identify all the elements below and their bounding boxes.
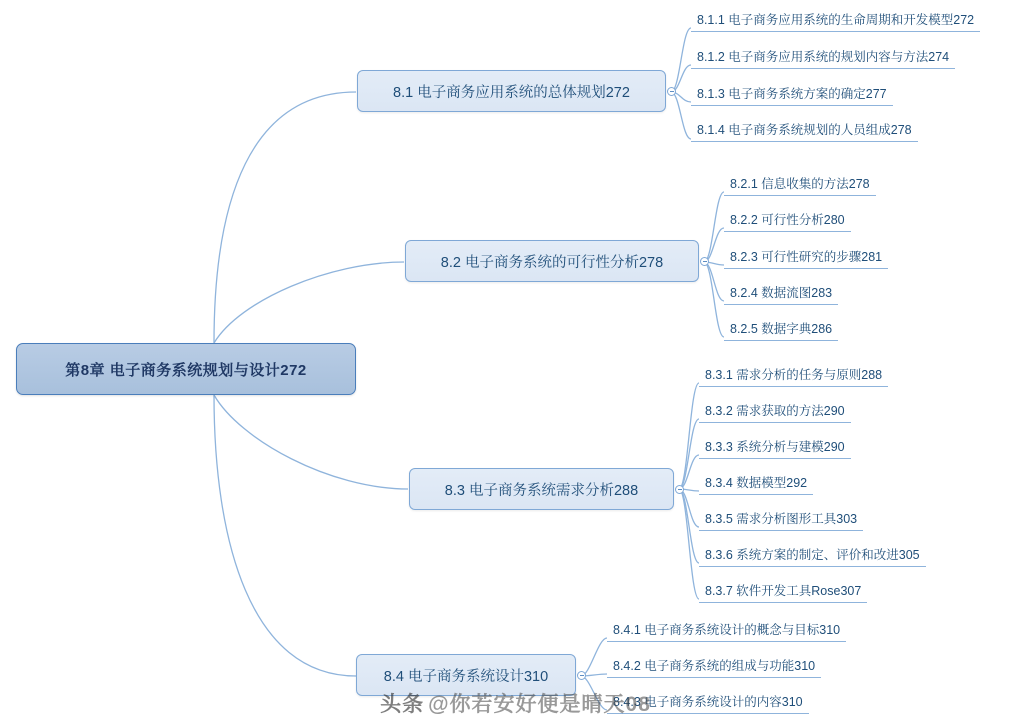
- leaf-label-8-3-2: 8.3.2 需求获取的方法290: [705, 404, 845, 418]
- leaf-label-8-3-6: 8.3.6 系统方案的制定、评价和改进305: [705, 548, 920, 562]
- leaf-label-8-3-4: 8.3.4 数据模型292: [705, 476, 808, 490]
- leaf-node-8-2-1[interactable]: [724, 172, 876, 196]
- leaf-node-8-4-1[interactable]: [607, 618, 846, 642]
- mindmap-root-node[interactable]: [16, 343, 356, 395]
- leaf-label-8-2-1: 8.2.1 信息收集的方法278: [730, 177, 870, 191]
- root-label: 第8章 电子商务系统规划与设计272: [65, 361, 307, 379]
- leaf-node-8-1-4[interactable]: [691, 118, 918, 142]
- collapse-toggle-8-1[interactable]: [667, 87, 676, 96]
- leaf-label-8-1-3: 8.1.3 电子商务系统方案的确定277: [697, 87, 887, 101]
- leaf-label-8-2-3: 8.2.3 可行性研究的步骤281: [730, 250, 883, 264]
- leaf-node-8-3-6[interactable]: [699, 543, 926, 567]
- branch-node-8-1[interactable]: [357, 70, 666, 112]
- leaf-node-8-2-2[interactable]: [724, 208, 851, 232]
- leaf-label-8-2-5: 8.2.5 数据字典286: [730, 322, 833, 336]
- branch-node-8-3[interactable]: [409, 468, 674, 510]
- collapse-toggle-8-2[interactable]: [700, 257, 709, 266]
- leaf-label-8-1-2: 8.1.2 电子商务应用系统的规划内容与方法274: [697, 50, 950, 64]
- leaf-label-8-2-4: 8.2.4 数据流图283: [730, 286, 833, 300]
- leaf-label-8-2-2: 8.2.2 可行性分析280: [730, 213, 845, 227]
- leaf-label-8-4-1: 8.4.1 电子商务系统设计的概念与目标310: [613, 623, 841, 637]
- leaf-label-8-4-2: 8.4.2 电子商务系统的组成与功能310: [613, 659, 816, 673]
- leaf-node-8-4-2[interactable]: [607, 654, 821, 678]
- leaf-node-8-1-3[interactable]: [691, 82, 893, 106]
- leaf-node-8-3-4[interactable]: [699, 471, 813, 495]
- leaf-label-8-4-3: 8.4.3 电子商务系统设计的内容310: [613, 695, 803, 709]
- branch-label-8-1: 8.1 电子商务应用系统的总体规划272: [393, 84, 630, 101]
- leaf-node-8-2-4[interactable]: [724, 281, 838, 305]
- leaf-label-8-3-5: 8.3.5 需求分析图形工具303: [705, 512, 858, 526]
- watermark-logo: 头条: [380, 693, 425, 716]
- branch-node-8-2[interactable]: [405, 240, 699, 282]
- branch-label-8-3: 8.3 电子商务系统需求分析288: [444, 482, 639, 499]
- leaf-label-8-3-1: 8.3.1 需求分析的任务与原则288: [705, 368, 883, 382]
- leaf-node-8-2-3[interactable]: [724, 245, 888, 269]
- branch-label-8-2: 8.2 电子商务系统的可行性分析278: [440, 254, 664, 271]
- leaf-node-8-3-1[interactable]: [699, 363, 888, 387]
- leaf-node-8-1-2[interactable]: [691, 45, 955, 69]
- leaf-node-8-3-3[interactable]: [699, 435, 851, 459]
- leaf-node-8-1-1[interactable]: [691, 8, 980, 32]
- leaf-node-8-2-5[interactable]: [724, 317, 838, 341]
- leaf-node-8-3-7[interactable]: [699, 579, 867, 603]
- leaf-node-8-3-5[interactable]: [699, 507, 863, 531]
- watermark: [380, 688, 651, 718]
- leaf-label-8-3-7: 8.3.7 软件开发工具Rose307: [705, 584, 862, 598]
- watermark-text: @你若安好便是晴天08: [428, 693, 651, 716]
- collapse-toggle-8-3[interactable]: [675, 485, 684, 494]
- collapse-toggle-8-4[interactable]: [577, 671, 586, 680]
- leaf-label-8-1-1: 8.1.1 电子商务应用系统的生命周期和开发模型272: [697, 13, 975, 27]
- leaf-node-8-3-2[interactable]: [699, 399, 851, 423]
- leaf-label-8-1-4: 8.1.4 电子商务系统规划的人员组成278: [697, 123, 912, 137]
- leaf-label-8-3-3: 8.3.3 系统分析与建模290: [705, 440, 845, 454]
- branch-label-8-4: 8.4 电子商务系统设计310: [383, 668, 549, 685]
